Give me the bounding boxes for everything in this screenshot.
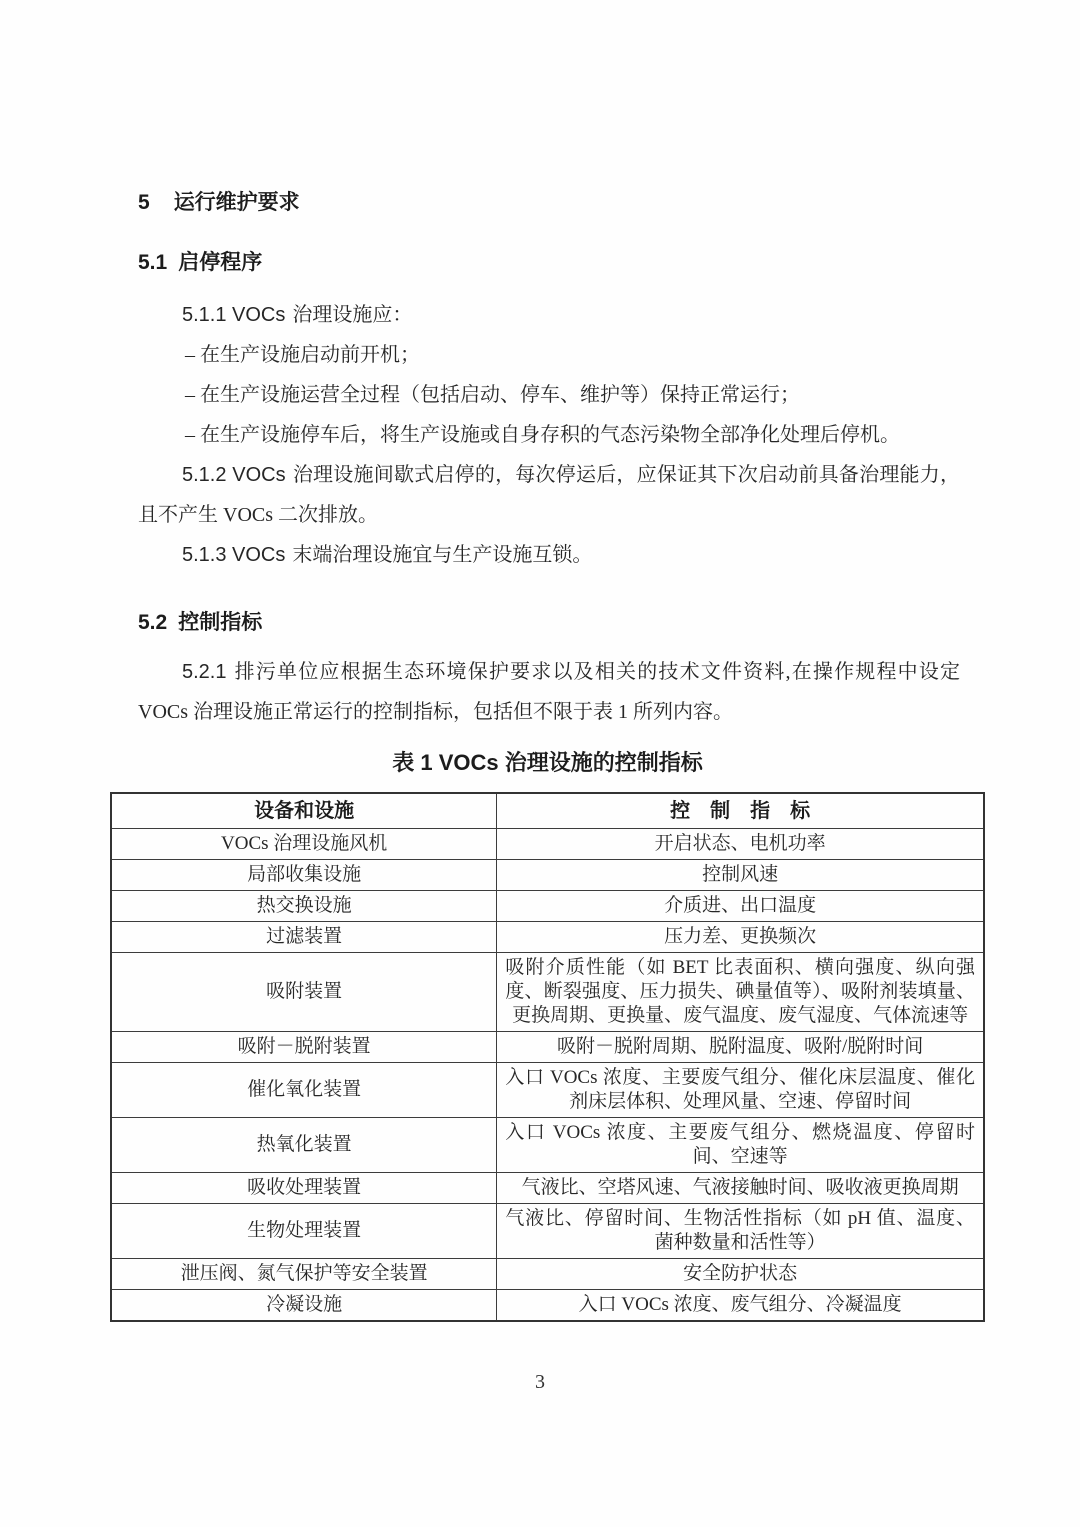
device-cell: 热氧化装置 [111, 1118, 497, 1173]
device-cell: 催化氧化装置 [111, 1063, 497, 1118]
indicator-cell: 入口 VOCs 浓度、废气组分、冷凝温度 [497, 1290, 984, 1322]
indicator-cell: 介质进、出口温度 [497, 891, 984, 922]
dash-item-2: – 在生产设施运营全过程（包括启动、停车、维护等）保持正常运行； [185, 384, 800, 406]
indicator-cell: 入口 VOCs 浓度、主要废气组分、催化床层温度、催化剂床层体积、处理风量、空速、停留时间 [497, 1063, 984, 1118]
indicator-cell: 安全防护状态 [497, 1259, 984, 1290]
device-cell: 过滤装置 [111, 922, 497, 953]
section-title: 运行维护要求 [173, 191, 300, 214]
table-row [111, 922, 984, 953]
clause-number: 5.1.3 VOCs [182, 544, 286, 566]
indicator-cell: 气液比、停留时间、生物活性指标（如 pH 值、温度、菌种数量和活性等） [497, 1204, 984, 1259]
dash-item-3: – 在生产设施停车后，将生产设施或自身存积的气态污染物全部净化处理后停机。 [185, 424, 900, 446]
section-title: 控制指标 [178, 611, 263, 634]
section-heading-5-2 [138, 610, 960, 636]
device-cell: 局部收集设施 [111, 860, 497, 891]
table-row [111, 891, 984, 922]
device-cell: 吸附装置 [111, 953, 497, 1032]
paragraph-5-1-2 [138, 455, 960, 535]
device-cell: 冷凝设施 [111, 1290, 497, 1322]
section-heading-5 [138, 190, 960, 216]
document-content [138, 190, 975, 1322]
table-row [111, 860, 984, 891]
clause-number: 5.1.1 VOCs [182, 304, 286, 326]
section-number: 5.1 [138, 251, 168, 274]
page-number: 3 [535, 1371, 545, 1393]
section-number: 5.2 [138, 611, 168, 634]
table-row [111, 1173, 984, 1204]
table-title: 表 1 VOCs 治理设施的控制指标 [392, 750, 703, 775]
device-cell: VOCs 治理设施风机 [111, 829, 497, 860]
table-row [111, 1063, 984, 1118]
indicator-cell: 吸附介质性能（如 BET 比表面积、横向强度、纵向强度、断裂强度、压力损失、碘量值等）、吸附剂装填量、更换周期、更换量、废气温度、废气湿度、气体流速等 [497, 953, 984, 1032]
device-cell: 吸附－脱附装置 [111, 1032, 497, 1063]
clause-text: 治理设施间歇式启停的，每次停运后，应保证其下次启动前具备治理能力，且不产生 VOCs 二次排放。 [138, 464, 960, 526]
header-indicator-column: 控 制 指 标 [497, 793, 984, 829]
clause-text: 排污单位应根据生态环境保护要求以及相关的技术文件资料,在操作规程中设定 VOCs 治理设施正常运行的控制指标，包括但不限于表 1 所列内容。 [138, 661, 960, 723]
table-row [111, 953, 984, 1032]
clause-number: 5.1.2 VOCs [182, 464, 286, 486]
indicator-cell: 控制风速 [497, 860, 984, 891]
dash-item-1: – 在生产设施启动前开机； [185, 344, 420, 366]
device-cell: 泄压阀、氮气保护等安全装置 [111, 1259, 497, 1290]
table-row [111, 1290, 984, 1322]
clause-number: 5.2.1 [182, 661, 227, 683]
table-row [111, 1204, 984, 1259]
indicator-cell: 吸附－脱附周期、脱附温度、吸附/脱附时间 [497, 1032, 984, 1063]
indicator-cell: 气液比、空塔风速、气液接触时间、吸收液更换周期 [497, 1173, 984, 1204]
header-device-column: 设备和设施 [111, 793, 497, 829]
table-row [111, 1259, 984, 1290]
paragraph-5-1-3 [138, 535, 960, 575]
clause-text: 治理设施应： [292, 304, 413, 326]
section-number: 5 [138, 191, 150, 214]
section-heading-5-1 [138, 250, 960, 276]
control-indicators-table [110, 792, 985, 1322]
device-cell: 生物处理装置 [111, 1204, 497, 1259]
table-row [111, 1032, 984, 1063]
device-cell: 热交换设施 [111, 891, 497, 922]
clause-text: 末端治理设施宜与生产设施互锁。 [292, 544, 593, 566]
table-row [111, 829, 984, 860]
device-cell: 吸收处理装置 [111, 1173, 497, 1204]
paragraph-5-1-1 [138, 295, 960, 335]
indicator-cell: 压力差、更换频次 [497, 922, 984, 953]
table-row [111, 1118, 984, 1173]
table-header-row [111, 793, 984, 829]
indicator-cell: 开启状态、电机功率 [497, 829, 984, 860]
paragraph-5-2-1 [138, 652, 960, 732]
section-title: 启停程序 [178, 251, 263, 274]
indicator-cell: 入口 VOCs 浓度、主要废气组分、燃烧温度、停留时间、空速等 [497, 1118, 984, 1173]
